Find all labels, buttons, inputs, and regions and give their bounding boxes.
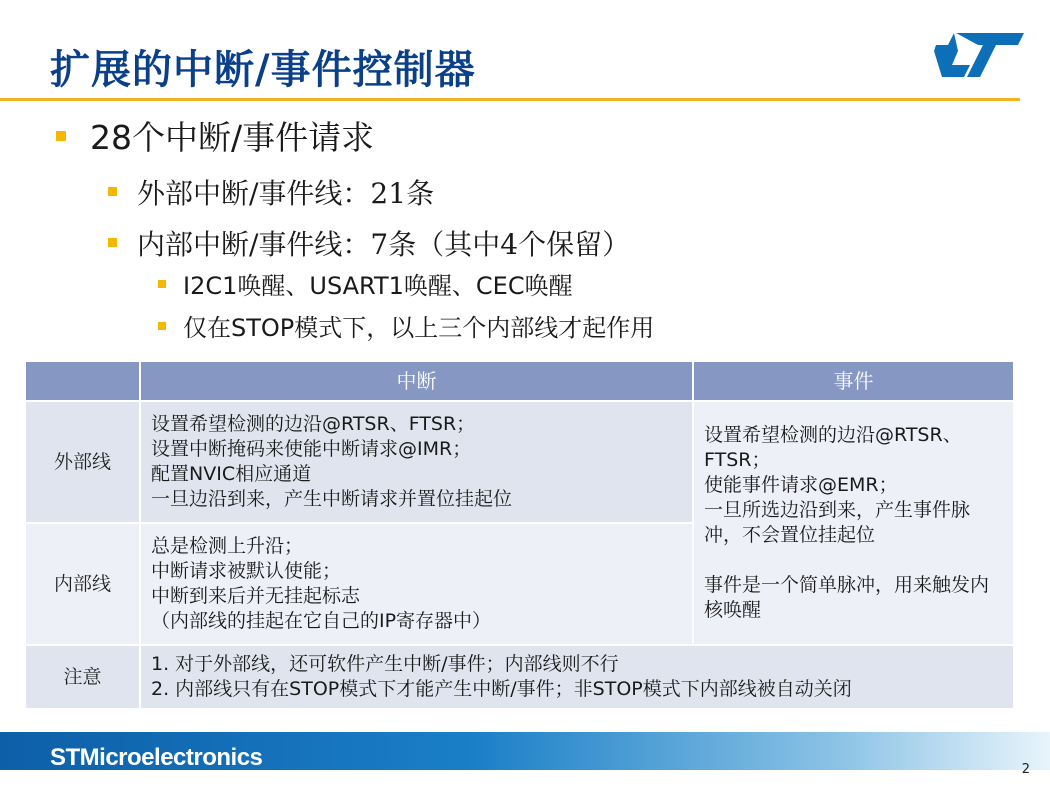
row-label-internal: 内部线 (25, 523, 140, 645)
cell-line: 设置希望检测的边沿@RTSR、FTSR； (151, 413, 476, 435)
bullet-text: I2C1唤醒、USART1唤醒、CEC唤醒 (183, 272, 573, 300)
bullet-text: 内部中断/事件线：7条（其中4个保留） (137, 228, 631, 261)
bullet-level1 (56, 112, 374, 159)
table-header-row (25, 361, 1014, 401)
bullet-marker-icon (108, 187, 117, 196)
bullet-marker-icon (158, 280, 166, 288)
bullet-level3-wakeups (158, 266, 573, 301)
cell-line: 中断请求被默认使能； (151, 560, 342, 582)
note-line: 2. 内部线只有在STOP模式下才能产生中断/事件；非STOP模式下内部线被自动关闭 (151, 678, 852, 700)
st-logo-icon (934, 27, 1026, 79)
external-interrupt-cell (140, 401, 693, 523)
header-cell-interrupt: 中断 (140, 361, 693, 401)
footer-brand-logo: STMicroelectronics (50, 744, 263, 771)
cell-line: 总是检测上升沿； (151, 535, 304, 557)
cell-line: （内部线的挂起在它自己的IP寄存器中） (151, 610, 492, 632)
note-cell (140, 645, 1014, 709)
event-text-line: 使能事件请求@EMR； (704, 474, 898, 496)
bullet-level3-stop-mode (158, 308, 654, 343)
slide-title: 扩展的中断/事件控制器 (50, 47, 476, 93)
event-text-line: 事件是一个简单脉冲，用来触发内核唤醒 (704, 574, 990, 621)
bullet-text: 仅在STOP模式下，以上三个内部线才起作用 (183, 314, 655, 342)
cell-line: 一旦边沿到来，产生中断请求并置位挂起位 (151, 488, 513, 510)
bullet-level2-internal (108, 223, 630, 263)
header-cell-empty (25, 361, 140, 401)
table-row-note (25, 645, 1014, 709)
event-text-line: 一旦所选边沿到来，产生事件脉冲，不会置位挂起位 (704, 499, 971, 546)
interrupt-event-table (24, 360, 1015, 710)
table-row-external (25, 401, 1014, 523)
header-cell-event: 事件 (693, 361, 1014, 401)
cell-line: 配置NVIC相应通道 (151, 463, 312, 485)
bullet-level2-external (108, 172, 434, 212)
page-number: 2 (1021, 762, 1030, 777)
bullet-text: 外部中断/事件线：21条 (137, 177, 435, 210)
note-line: 1. 对于外部线，还可软件产生中断/事件；内部线则不行 (151, 653, 619, 675)
bullet-marker-icon (158, 322, 166, 330)
bullet-marker-icon (108, 238, 117, 247)
cell-line: 中断到来后并无挂起标志 (151, 585, 361, 607)
internal-interrupt-cell (140, 523, 693, 645)
cell-line: 设置中断掩码来使能中断请求@IMR； (151, 438, 472, 460)
event-text-line: 设置希望检测的边沿@RTSR、FTSR； (704, 424, 962, 471)
bullet-text: 28个中断/事件请求 (90, 118, 375, 157)
event-spacer (704, 548, 1003, 573)
row-label-external: 外部线 (25, 401, 140, 523)
row-label-note: 注意 (25, 645, 140, 709)
bullet-marker-icon (56, 131, 66, 141)
event-cell-shared (693, 401, 1014, 645)
title-divider (0, 98, 1020, 101)
